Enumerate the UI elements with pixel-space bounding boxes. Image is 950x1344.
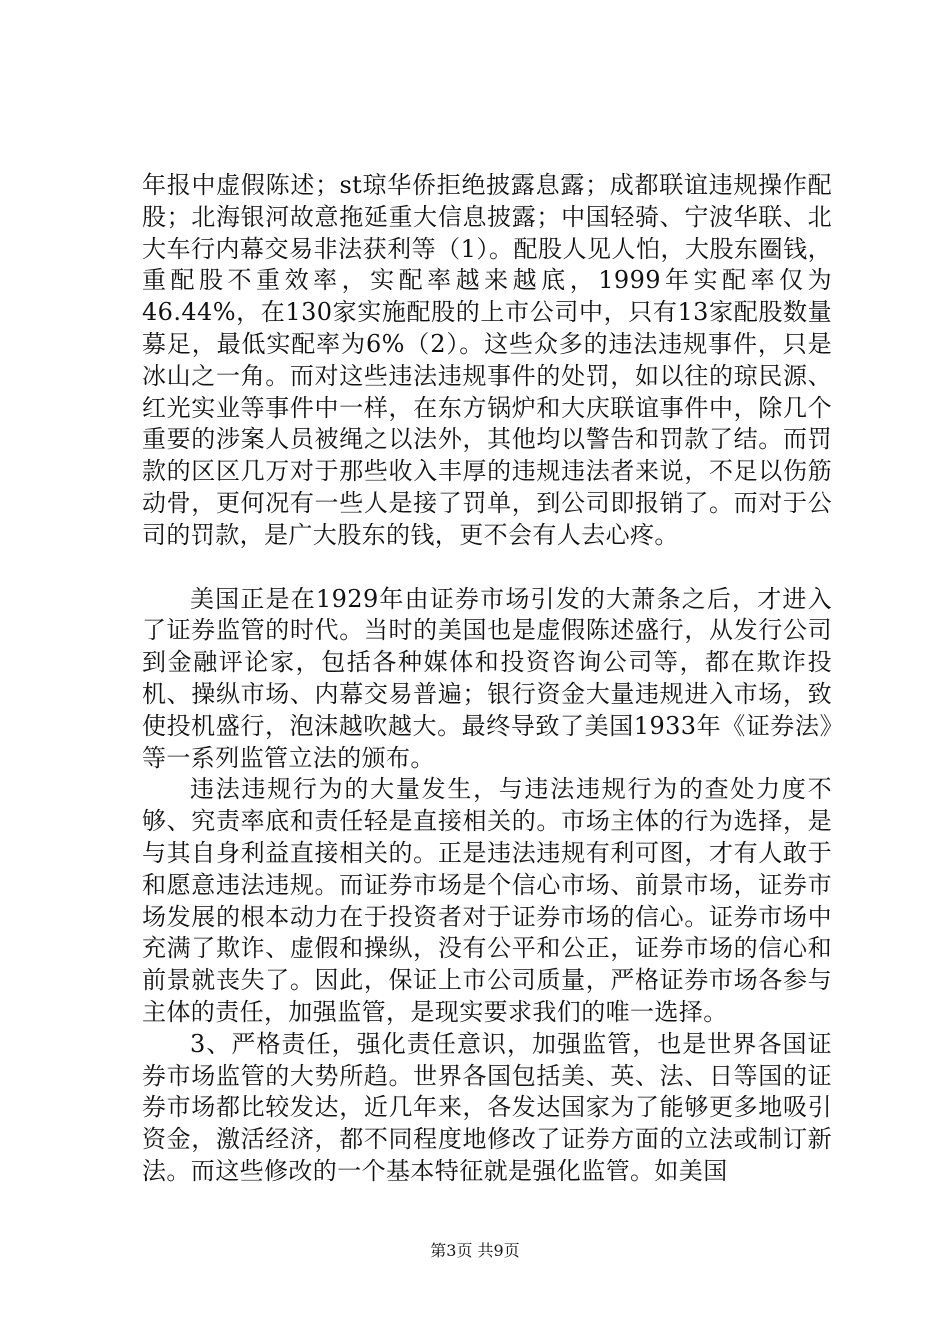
page-footer <box>0 1241 950 1261</box>
paragraph-3: 违法违规行为的大量发生，与违法违规行为的查处力度不够、究责率底和责任轻是直接相关的。市场主体的行为选择，是与其自身利益直接相关的。正是违法违规有利可图，才有人敢于和愿意违法违规。而证券市场是个信心市场、前景市场，证券市场发展的根本动力在于投资者对于证券市场的信心。证券市场中充满了欺诈、虚假和操纵，没有公平和公正，证券市场的信心和前景就丧失了。因此，保证上市公司质量，严格证券市场各参与主体的责任，加强监管，是现实要求我们的唯一选择。 <box>142 775 832 1026</box>
paragraph-2: 美国正是在1929年由证券市场引发的大萧条之后，才进入了证券监管的时代。当时的美国也是虚假陈述盛行，从发行公司到金融评论家，包括各种媒体和投资咨询公司等，都在欺诈投机、操纵市场、内幕交易普遍；银行资金大量违规进入市场，致使投机盛行，泡沫越吹越大。最终导致了美国1933年《证券法》等一系列监管立法的颁布。 <box>142 584 832 772</box>
document-body <box>142 170 832 1188</box>
page-number-label: 第3页 共9页 <box>430 1241 520 1260</box>
paragraph-1: 年报中虚假陈述；st琼华侨拒绝披露息露；成都联谊违规操作配股；北海银河故意拖延重大信息披露；中国轻骑、宁波华联、北大车行内幕交易非法获利等（1）。配股人见人怕，大股东圈钱，重配股不重效率，实配率越来越底，1999年实配率仅为46.44%，在130家实施配股的上市公司中，只有13家配股数量募足，最低实配率为6%（2）。这些众多的违法违规事件，只是冰山之一角。而对这些违法违规事件的处罚，如以往的琼民源、红光实业等事件中一样，在东方锅炉和大庆联谊事件中，除几个重要的涉案人员被绳之以法外，其他均以警告和罚款了结。而罚款的区区几万对于那些收入丰厚的违规违法者来说，不足以伤筋动骨，更何况有一些人是接了罚单，到公司即报销了。而对于公司的罚款，是广大股东的钱，更不会有人去心疼。 <box>142 171 832 549</box>
paragraph-4: 3、严格责任，强化责任意识，加强监管，也是世界各国证券市场监管的大势所趋。世界各国包括美、英、法、日等国的证券市场都比较发达，近几年来，各发达国家为了能够更多地吸引资金，激活经济，都不同程度地修改了证券方面的立法或制订新法。而这些修改的一个基本特征就是强化监管。如美国 <box>142 1029 832 1185</box>
